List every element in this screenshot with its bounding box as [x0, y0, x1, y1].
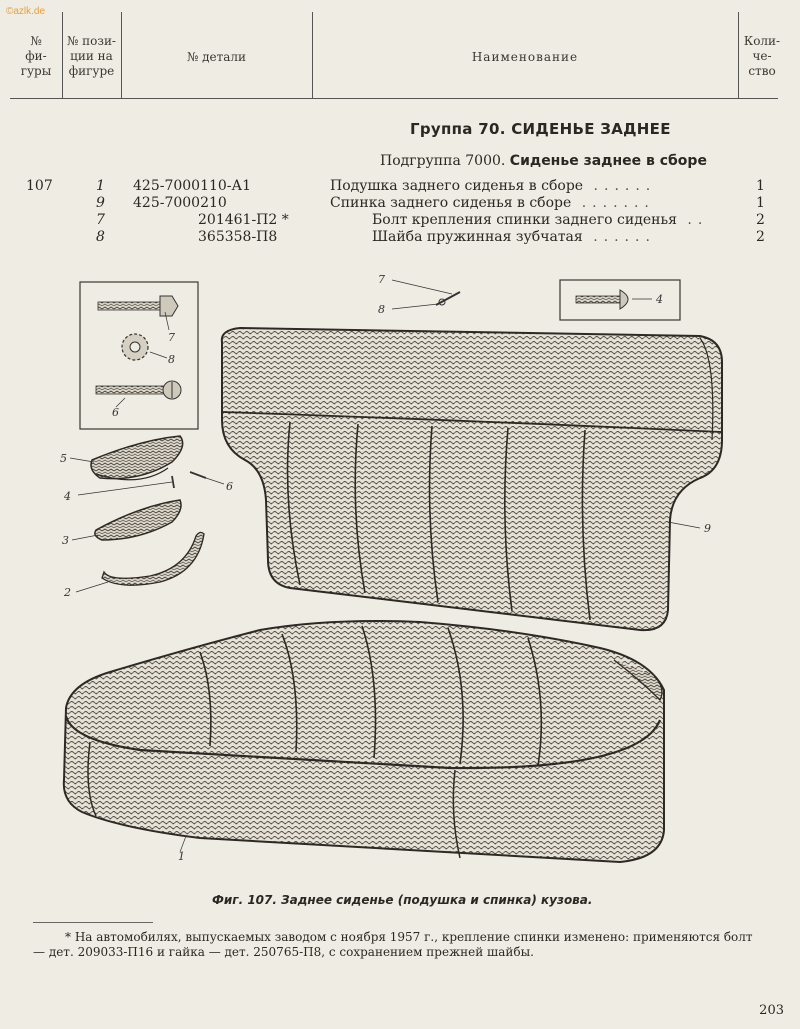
- part-name-3-text: Болт крепления спинки заднего сиденья: [372, 212, 677, 228]
- loose-parts: [60, 436, 233, 599]
- label-2: 2: [64, 586, 71, 599]
- label-1: 1: [178, 850, 185, 863]
- header-quantity-l3: ство: [748, 64, 776, 78]
- inset-label-4: 4: [656, 293, 663, 306]
- part-name-1: Подушка заднего сиденья в сборе ......: [330, 178, 657, 194]
- part-pos-3: 7: [96, 212, 105, 228]
- label-7: 7: [378, 273, 385, 286]
- small-screw-6: [190, 472, 206, 478]
- armrest-pad-5: [91, 436, 183, 480]
- footnote-rule: [33, 922, 153, 923]
- trim-strip-2: [102, 532, 204, 585]
- group-title: Группа 70. СИДЕНЬЕ ЗАДНЕЕ: [410, 120, 671, 138]
- subgroup-prefix: Подгруппа 7000.: [380, 153, 506, 169]
- inset-label-8: 8: [168, 353, 175, 366]
- small-screw-4: [172, 476, 174, 488]
- subgroup-name: Сиденье заднее в сборе: [509, 153, 707, 169]
- pad-3: [95, 500, 181, 540]
- part-number-4: 365358-П8: [198, 229, 278, 245]
- washer-icon: [122, 334, 148, 360]
- screw-icon: [96, 381, 181, 399]
- figure-caption: Фиг. 107. Заднее сиденье (подушка и спинка) кузова.: [212, 893, 593, 907]
- part-name-4: Шайба пружинная зубчатая ......: [372, 229, 656, 245]
- bolt-washer-detail: [378, 273, 460, 316]
- part-pos-1: 1: [96, 178, 105, 194]
- oval-head-screw-icon: [576, 290, 628, 309]
- part-number-2: 425-7000210: [133, 195, 227, 211]
- page-number: 203: [759, 1003, 784, 1018]
- header-position-no: [62, 34, 121, 79]
- header-name: Наименование: [471, 50, 579, 64]
- label-4b: 4: [64, 490, 71, 503]
- inset-label-7: 7: [168, 331, 175, 344]
- part-qty-4: 2: [756, 229, 765, 245]
- label-5: 5: [60, 452, 67, 465]
- inset-label-6: 6: [112, 406, 119, 419]
- seat-cushion: [64, 621, 664, 863]
- part-name-4-text: Шайба пружинная зубчатая: [372, 229, 583, 245]
- label-3: 3: [62, 534, 69, 547]
- part-name-1-text: Подушка заднего сиденья в сборе: [330, 178, 584, 194]
- part-qty-3: 2: [756, 212, 765, 228]
- part-name-2-text: Спинка заднего сиденья в сборе: [330, 195, 572, 211]
- screw-inset: [560, 280, 680, 320]
- header-figure-no-l1: №: [30, 34, 42, 48]
- part-name-3: Болт крепления спинки заднего сиденья ..: [372, 212, 709, 228]
- part-name-2: Спинка заднего сиденья в сборе .......: [330, 195, 655, 211]
- header-quantity-l2: че-: [752, 49, 772, 63]
- seat-illustration: [0, 260, 800, 885]
- label-6b: 6: [226, 480, 233, 493]
- header-figure-no-l3: гуры: [20, 64, 52, 78]
- hardware-inset: [80, 282, 198, 429]
- header-quantity-l1: Коли-: [743, 34, 781, 48]
- footnote: * На автомобилях, выпускаемых заводом с ноября 1957 г., крепление спинки изменено: применяются болт — дет. 209033-П16 и гайка — дет. 250765-П8, с сохранением прежней шайбы.: [33, 930, 753, 959]
- part-number-1: 425-7000110-А1: [133, 178, 252, 194]
- header-figure-no: [12, 34, 60, 79]
- part-qty-2: 1: [756, 195, 765, 211]
- seat-back: [222, 328, 722, 630]
- bolt-icon: [98, 296, 178, 316]
- label-8: 8: [378, 303, 385, 316]
- label-9: 9: [704, 522, 711, 535]
- header-position-no-l1: № пози-: [67, 34, 116, 48]
- header-position-no-l3: фигуре: [68, 64, 115, 78]
- figure-number: 107: [26, 178, 53, 194]
- part-pos-2: 9: [96, 195, 105, 211]
- header-part-no: № детали: [186, 50, 247, 64]
- part-number-3: 201461-П2 *: [198, 212, 289, 228]
- part-pos-4: 8: [96, 229, 105, 245]
- part-qty-1: 1: [756, 178, 765, 194]
- watermark: ©azlk.de: [6, 6, 46, 17]
- header-quantity: [738, 34, 786, 79]
- header-position-no-l2: ции на: [70, 49, 113, 63]
- subgroup-title: [380, 153, 707, 169]
- header-figure-no-l2: фи-: [25, 49, 47, 63]
